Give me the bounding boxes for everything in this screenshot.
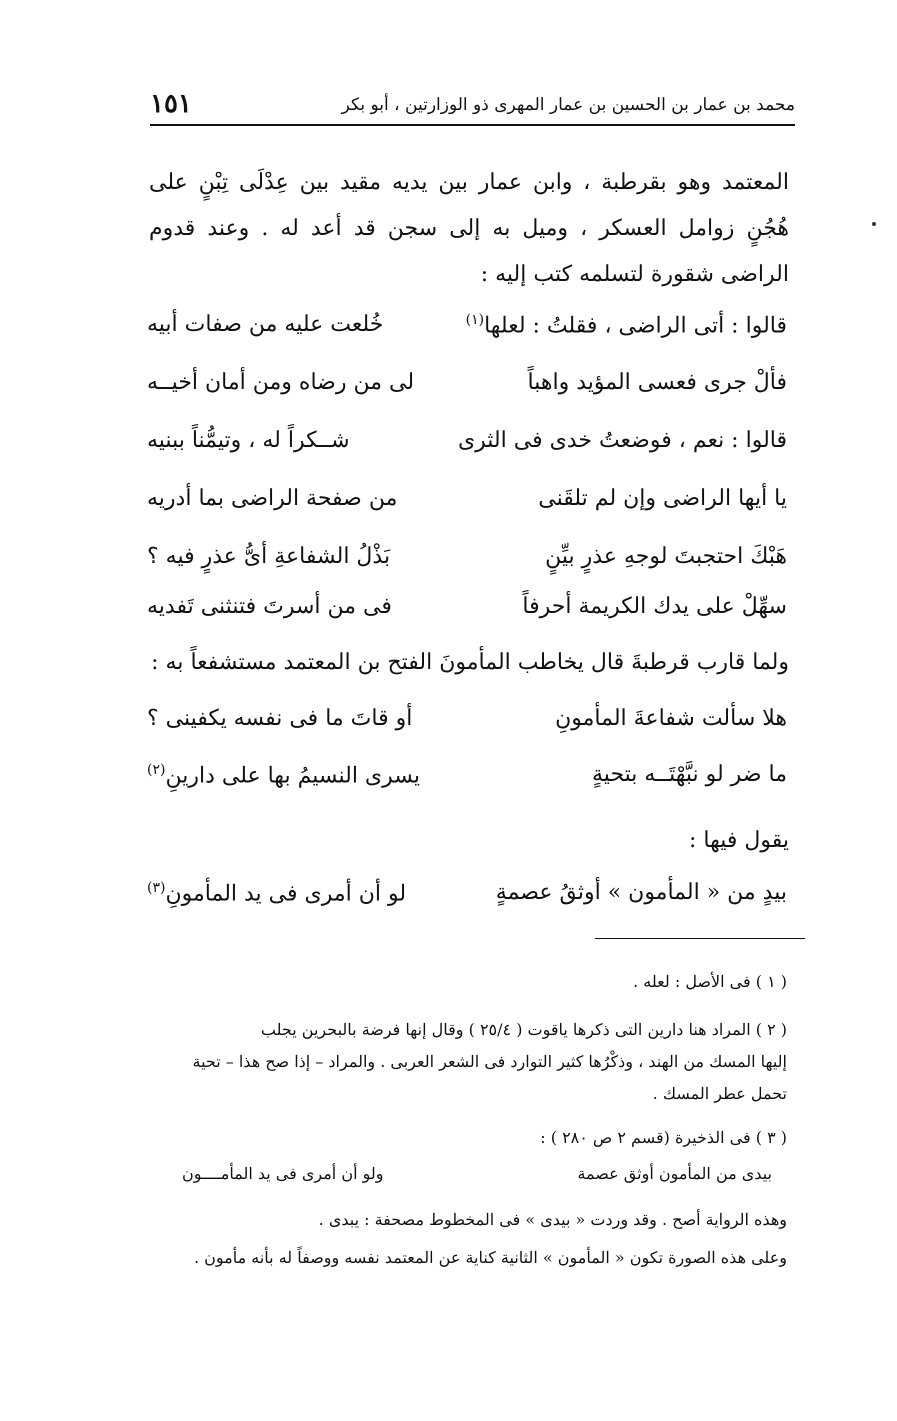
verse-second-hemistich: شــكراً له ، وتيمُّناً ببنيه	[147, 428, 350, 453]
footnote-3-intro: ( ٣ ) فى الذخيرة (قسم ٢ ص ٢٨٠ ) :	[540, 1128, 787, 1147]
footnote-2-line: تحمل عطر المسك .	[652, 1084, 787, 1103]
verse-first-hemistich: هَبْكَ احتجبتَ لوجهِ عذرٍ بيِّنٍ	[545, 544, 787, 569]
transition-paragraph: ولما قارب قرطبةَ قال يخاطب المأمونَ الفتح بن المعتمد مستشفعاً به :	[151, 650, 789, 675]
verse-second-hemistich: ولو أن أمرى فى يد المأمــــون	[182, 1164, 384, 1183]
page-number: ١٥١	[150, 89, 192, 119]
verse-second-hemistich: من صفحة الراضى بما أدريه	[147, 486, 398, 511]
verse-line	[147, 762, 787, 812]
verse-line	[147, 706, 787, 756]
footnote-marker: (٣)	[147, 880, 166, 896]
verse-second-hemistich: لى من رضاه ومن أمان أخيــه	[147, 370, 415, 395]
verse-first-hemistich: قالوا : أتى الراضى ، فقلتُ : لعلها$^{(١)}$	[465, 312, 787, 339]
footnote-1: ( ١ ) فى الأصل : لعله .	[633, 972, 787, 991]
footnote-3-line: وهذه الرواية أصح . وقد وردت « بيدى » فى المخطوط مصحفة : يبدى .	[318, 1210, 787, 1229]
verse-first-hemistich: بيدى من المأمون أوثق عصمة	[577, 1164, 772, 1183]
running-header	[150, 89, 795, 125]
verse-second-hemistich: يسرى النسيمُ بها على دارينِ$^{(٢)}$	[147, 762, 421, 789]
verse-first-hemistich: يا أيها الراضى وإن لم تلقَنى	[538, 486, 787, 511]
verse-first-hemistich: ما ضر لو نبَّهْتَــه بتحيةٍ	[592, 762, 787, 787]
footnote-2-line: ( ٢ ) المراد هنا دارين التى ذكرها ياقوت ( ٢٥/٤ ) وقال إنها فرضة بالبحرين يجلب	[260, 1020, 787, 1039]
verse-first-hemistich: هلا سألت شفاعةَ المأمونِ	[555, 706, 787, 731]
verse-second-hemistich: بَذْلُ الشفاعةِ أىُّ عذرٍ فيه ؟	[147, 544, 391, 569]
footnote-marker: (١)	[465, 312, 485, 328]
footnote-marker: (٢)	[147, 762, 166, 778]
verse-line	[147, 880, 787, 930]
footnote-2-line: إليها المسك من الهند ، وذكْرُها كثير التوارد فى الشعر العربى . والمراد – إذا صح هذا – تحية	[192, 1052, 787, 1071]
verse-line	[147, 594, 787, 644]
verse-second-hemistich: أو قاتَ ما فى نفسه يكفينى ؟	[147, 706, 413, 731]
verse-second-hemistich: لو أن أمرى فى يد المأمونِ$^{(٣)}$	[147, 880, 407, 907]
verse-second-hemistich: خُلعت عليه من صفات أبيه	[147, 312, 384, 337]
verse-line	[147, 544, 787, 594]
verse-first-hemistich: فألْ جرى فعسى المؤيد واهباً	[527, 370, 787, 395]
footnote-3-line: وعلى هذه الصورة تكون « المأمون » الثانية كناية عن المعتمد نفسه ووصفاً له بأنه مأمون .	[193, 1248, 787, 1267]
verse-line	[147, 312, 787, 362]
verse-first-hemistich: قالوا : نعم ، فوضعتُ خدى فى الثرى	[457, 428, 787, 453]
verse-line	[147, 428, 787, 478]
verse-first-hemistich: سهِّلْ على يدك الكريمة أحرفاً	[522, 594, 787, 619]
footnote-3-verse	[182, 1164, 772, 1190]
running-title: محمد بن عمار بن الحسين بن عمار المهرى ذو الوزارتين ، أبو بكر	[341, 95, 795, 115]
verse-first-hemistich: بيدٍ من « المأمون » أوثقُ عصمةٍ	[495, 880, 787, 905]
footnote-rule	[595, 938, 805, 939]
verse-second-hemistich: فى من أسرتَ فتنثنى تَفديه	[147, 594, 392, 619]
margin-speck	[872, 222, 876, 226]
intro-paragraph: المعتمد وهو بقرطبة ، وابن عمار بين يديه مقيد بين عِدْلَى تِبْنٍ على هُجُنٍ زوامل العسكر ، وميل به إلى سجن قد أعد له . وعند قدوم الراضى شقورة لتسلمه كتب إليه :	[149, 170, 789, 287]
verse-line	[147, 486, 787, 536]
short-paragraph: يقول فيها :	[689, 828, 789, 853]
verse-line	[147, 370, 787, 420]
header-rule	[150, 124, 795, 126]
